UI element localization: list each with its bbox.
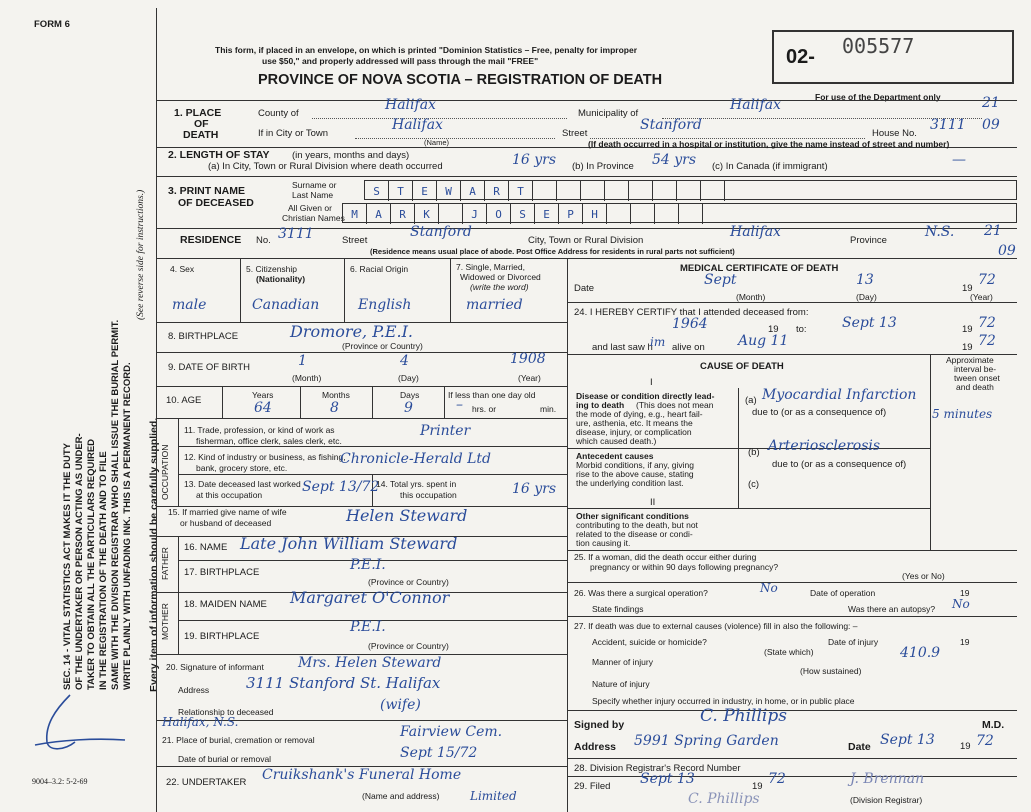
sidebar-line-4: IN THE REGISTRATION OF THE DEATH AND TO FILE xyxy=(98,451,109,690)
informant-sig-label: 20. Signature of informant xyxy=(166,662,264,672)
total-years-label-2: this occupation xyxy=(400,490,457,500)
alive-year: 72 xyxy=(978,333,996,349)
death-month-sub: (Month) xyxy=(736,292,766,302)
interval-label-4: and death xyxy=(956,382,994,392)
q29-signature: J. Brennan xyxy=(850,771,925,787)
marital-label-1: 7. Single, Married, xyxy=(456,262,525,272)
letter-cell xyxy=(631,204,655,224)
q29-sub: (Division Registrar) xyxy=(850,795,923,805)
q27-date-label: Date of injury xyxy=(828,637,879,647)
attended-from: 1964 xyxy=(672,316,708,332)
burial-note: Halifax, N.S. xyxy=(162,715,239,729)
informant-sig-value: Mrs. Helen Steward xyxy=(298,655,442,671)
q25-sub: (Yes or No) xyxy=(902,571,945,581)
alive-on-label: alive on xyxy=(672,342,705,353)
residence-no-value: 3111 xyxy=(278,226,314,242)
age-months: 8 xyxy=(330,400,339,416)
sidebar-line-1: SEC. 14 - VITAL STATISTICS ACT MAKES IT THE DUTY xyxy=(62,442,73,690)
other-label-2: contributing to the death, but not xyxy=(576,520,698,530)
sidebar-line-5: SAME WITH THE DIVISION REGISTRAR WHO SHALL ISSUE THE BURIAL PERMIT. xyxy=(110,319,121,690)
letter-cell xyxy=(701,181,725,201)
letter-cell xyxy=(677,181,701,201)
letter-cell: K xyxy=(415,204,439,224)
form-title: PROVINCE OF NOVA SCOTIA – REGISTRATION OF DEATH xyxy=(258,72,663,88)
dob-month-sub: (Month) xyxy=(292,373,322,383)
doctor-date-label: Date xyxy=(848,741,871,753)
dob-year: 1908 xyxy=(510,351,546,367)
dob-month: 1 xyxy=(298,353,307,369)
letter-cell: E xyxy=(413,181,437,201)
cause-a-label: (a) xyxy=(745,395,757,406)
direct-label-6: disease, injury, or complication xyxy=(576,427,692,437)
death-year-sub: (Year) xyxy=(970,292,993,302)
letter-cell: J xyxy=(463,204,487,224)
father-bp-value: P.E.I. xyxy=(350,557,386,573)
birthplace-label: 8. BIRTHPLACE xyxy=(168,331,239,342)
letter-cell: A xyxy=(367,204,391,224)
age-label: 10. AGE xyxy=(166,395,202,406)
sidebar-line-3: TAKER TO OBTAIN ALL THE PARTICULARS REQUIRED xyxy=(86,438,97,690)
certify-label: 24. I HEREBY CERTIFY that I attended deceased from: xyxy=(574,307,809,318)
mother-bp-label: 19. BIRTHPLACE xyxy=(184,631,260,642)
of-deceased-label: OF DECEASED xyxy=(178,197,254,209)
lastsaw-label: and last saw h xyxy=(592,342,653,353)
doctor-year-prefix: 19 xyxy=(960,741,971,752)
due-to-a: due to (or as a consequence of) xyxy=(752,407,887,418)
place-death: DEATH xyxy=(183,129,219,141)
letter-cell: E xyxy=(535,204,559,224)
residence-province-code: 21 xyxy=(984,223,1002,239)
sidebar-instructions: (See reverse side for instructions.) xyxy=(136,189,146,320)
q26-autopsy-value: No xyxy=(952,597,970,611)
given-grid xyxy=(342,203,1017,223)
sidebar-every-item: Every item of information should be carefully supplied. xyxy=(148,417,160,692)
roman-one: I xyxy=(650,377,653,388)
mother-side-label: MOTHER xyxy=(160,603,170,640)
age-years: 64 xyxy=(254,400,272,416)
attended-to: Sept 13 xyxy=(842,315,897,331)
interval-label-2: interval be- xyxy=(954,364,997,374)
mail-notice-2: use $50," and properly addressed will pass through the mail "FREE" xyxy=(262,56,539,66)
q27-year-prefix: 19 xyxy=(960,637,970,647)
mother-name-label: 18. MAIDEN NAME xyxy=(184,599,267,610)
cause-a-interval: 5 minutes xyxy=(932,407,993,421)
attended-from-prefix: 19 xyxy=(768,324,779,335)
death-year: 72 xyxy=(978,272,996,288)
doctor-date-value: Sept 13 xyxy=(880,732,935,748)
citizenship-value: Canadian xyxy=(252,297,320,313)
residence-label: RESIDENCE xyxy=(180,234,242,246)
father-bp-label: 17. BIRTHPLACE xyxy=(184,567,260,578)
cause-a-value: Myocardial Infarction xyxy=(762,387,917,403)
house-code: 09 xyxy=(982,117,1000,133)
letter-cell: R xyxy=(485,181,509,201)
letter-cell xyxy=(629,181,653,201)
interval-label-1: Approximate xyxy=(946,355,994,365)
dob-day-sub: (Day) xyxy=(398,373,419,383)
md-label: M.D. xyxy=(982,719,1005,731)
letter-cell: R xyxy=(391,204,415,224)
q27-nature-label: Nature of injury xyxy=(592,679,650,689)
other-label-4: tion causing it. xyxy=(576,538,631,548)
undertaker-sub: (Name and address) xyxy=(362,791,440,801)
trade-value: Printer xyxy=(420,423,471,439)
industry-label-2: bank, grocery store, etc. xyxy=(196,463,288,473)
antecedent-label-4: the underlying condition last. xyxy=(576,478,684,488)
doctor-year: 72 xyxy=(976,733,994,749)
marital-value: married xyxy=(466,297,523,313)
stay-province-value: 54 yrs xyxy=(652,152,697,168)
attended-to-year: 72 xyxy=(978,315,996,331)
surname-grid xyxy=(364,180,1017,200)
dept-code: 21 xyxy=(982,95,1000,111)
sex-label: 4. Sex xyxy=(170,264,195,274)
age-days-label: Days xyxy=(400,390,420,400)
stay-city-label: (a) In City, Town or Rural Division where death occurred xyxy=(208,161,443,172)
citizenship-sub: (Nationality) xyxy=(256,274,306,284)
residence-no-label: No. xyxy=(256,235,271,246)
surname-label-1: Surname or xyxy=(292,180,337,190)
residence-province-value: N.S. xyxy=(925,224,955,240)
municipality-value: Halifax xyxy=(730,97,781,113)
industry-value: Chronicle-Herald Ltd xyxy=(340,451,491,467)
left-border xyxy=(156,8,157,812)
county-label: County of xyxy=(258,108,299,119)
racial-value: English xyxy=(358,297,412,313)
house-value: 3111 xyxy=(930,117,966,133)
letter-cell xyxy=(653,181,677,201)
street-label: Street xyxy=(562,128,588,139)
undertaker-value: Cruikshank's Funeral Home xyxy=(262,767,462,783)
last-worked-label-1: 13. Date deceased last worked xyxy=(184,479,301,489)
q26-state-label: State findings xyxy=(592,604,644,614)
due-to-b: due to (or as a consequence of) xyxy=(772,459,907,470)
center-divider xyxy=(567,258,568,812)
letter-cell: H xyxy=(583,204,607,224)
roman-two: II xyxy=(650,497,656,508)
death-year-prefix: 19 xyxy=(962,283,973,294)
residence-city-value: Halifax xyxy=(730,224,781,240)
dept-use-label: For use of the Department only xyxy=(815,92,941,102)
q25-label-2: pregnancy or within 90 days following pregnancy? xyxy=(590,562,779,572)
father-name-value: Late John William Steward xyxy=(240,534,458,553)
reg-prefix: 02- xyxy=(786,46,815,68)
name-sub: (Name) xyxy=(424,138,450,147)
burial-date-label: Date of burial or removal xyxy=(178,754,272,764)
citizenship-label: 5. Citizenship xyxy=(246,264,298,274)
form-number: FORM 6 xyxy=(34,19,70,30)
letter-cell: W xyxy=(437,181,461,201)
q27-accident-label: Accident, suicide or homicide? xyxy=(592,637,707,647)
last-worked-value: Sept 13/72 xyxy=(302,479,380,495)
dob-year-sub: (Year) xyxy=(518,373,541,383)
mother-bp-value: P.E.I. xyxy=(350,619,386,635)
q29-year-prefix: 19 xyxy=(752,781,763,792)
letter-cell: O xyxy=(487,204,511,224)
doctor-addr-value: 5991 Spring Garden xyxy=(634,733,779,749)
other-label-1: Other significant conditions xyxy=(576,511,689,521)
reg-number: 005577 xyxy=(842,34,915,58)
spouse-label-2: or husband of deceased xyxy=(180,518,272,528)
racial-label: 6. Racial Origin xyxy=(350,264,409,274)
antecedent-label-3: rise to the above cause, stating xyxy=(576,469,694,479)
death-date-label: Date xyxy=(574,283,595,294)
alive-on-value: Aug 11 xyxy=(738,333,789,349)
q28-label: 28. Division Registrar's Record Number xyxy=(574,763,741,774)
doctor-addr-label: Address xyxy=(574,741,617,753)
signature-mark xyxy=(15,690,145,760)
q27-sustained-sub: (How sustained) xyxy=(800,666,862,676)
stay-units: (in years, months and days) xyxy=(292,150,410,161)
house-label: House No. xyxy=(872,128,917,139)
age-days: 9 xyxy=(404,400,413,416)
informant-addr-value: 3111 Stanford St. Halifax xyxy=(246,674,441,692)
city-value: Halifax xyxy=(392,117,443,133)
signed-by-label: Signed by xyxy=(574,719,625,731)
stay-canada-value: — xyxy=(952,152,966,168)
last-worked-label-2: at this occupation xyxy=(196,490,263,500)
medical-title: MEDICAL CERTIFICATE OF DEATH xyxy=(680,263,839,274)
undertaker-limited: Limited xyxy=(470,789,517,803)
residence-code-2: 09 xyxy=(998,243,1016,259)
direct-label-2: ing to death xyxy=(576,400,625,410)
given-label-2: Christian Names xyxy=(282,213,345,223)
age-min-label: min. xyxy=(540,404,557,414)
stay-province-label: (b) In Province xyxy=(572,161,634,172)
sidebar-line-6: WRITE PLAINLY WITH UNFADING INK. THIS IS A PERMANENT RECORD. xyxy=(122,362,133,690)
age-years-label: Years xyxy=(252,390,274,400)
age-hrs-value: – xyxy=(456,397,463,413)
letter-cell: P xyxy=(559,204,583,224)
letter-cell: T xyxy=(509,181,533,201)
q26-year-prefix: 19 xyxy=(960,588,970,598)
surname-label-2: Last Name xyxy=(292,190,334,200)
age-less-label: If less than one day old xyxy=(448,390,536,400)
informant-addr-label: Address xyxy=(178,685,210,695)
q29-value: Sept 13 xyxy=(640,771,695,787)
letter-cell xyxy=(581,181,605,201)
q29-stamp: C. Phillips xyxy=(688,791,760,807)
q25-label-1: 25. If a woman, did the death occur either during xyxy=(574,552,757,562)
mother-bp-sub: (Province or Country) xyxy=(368,641,449,651)
sidebar-line-2: OF THE UNDERTAKER OR PERSON ACTING AS UNDER- xyxy=(74,433,85,690)
given-label-1: All Given or xyxy=(288,203,332,213)
letter-cell xyxy=(679,204,703,224)
direct-label-4: the mode of dying, e.g., heart fail- xyxy=(576,409,703,419)
stay-city-value: 16 yrs xyxy=(512,152,557,168)
q27-state-sub: (State which) xyxy=(764,647,814,657)
trade-label-1: 11. Trade, profession, or kind of work as xyxy=(184,425,335,435)
residence-street-value: Stanford xyxy=(410,224,472,240)
father-name-label: 16. NAME xyxy=(184,542,228,553)
q27-code: 410.9 xyxy=(900,645,941,661)
letter-cell: A xyxy=(461,181,485,201)
spouse-label-1: 15. If married give name of wife xyxy=(168,507,287,517)
trade-label-2: fisherman, office clerk, sales clerk, etc. xyxy=(196,436,342,446)
cause-c-label: (c) xyxy=(748,479,760,490)
dob-label: 9. DATE OF BIRTH xyxy=(168,362,250,373)
form-code: 9004–3.2: 5-2-69 xyxy=(32,777,88,786)
informant-rel-value: (wife) xyxy=(380,697,421,713)
letter-cell xyxy=(557,181,581,201)
sex-value: male xyxy=(172,297,207,313)
signed-by-value: C. Phillips xyxy=(700,706,787,726)
informant-rel-label: Relationship to deceased xyxy=(178,707,274,717)
letter-cell xyxy=(533,181,557,201)
mother-name-value: Margaret O'Connor xyxy=(290,588,450,607)
q27-label: 27. If death was due to external causes (violence) fill in also the following: – xyxy=(574,621,858,631)
direct-label-5: ure, asthenia, etc. It means the xyxy=(576,418,693,428)
residence-street-label: Street xyxy=(342,235,368,246)
attended-to-prefix: 19 xyxy=(962,324,973,335)
total-years-value: 16 yrs xyxy=(512,481,557,497)
hospital-note: (If death occurred in a hospital or institution, give the name instead of street and number) xyxy=(588,139,950,149)
residence-province-label: Province xyxy=(850,235,887,246)
antecedent-label-1: Antecedent causes xyxy=(576,451,654,461)
place-of: OF xyxy=(194,118,209,130)
other-label-3: related to the disease or condi- xyxy=(576,529,693,539)
death-day: 13 xyxy=(856,272,874,288)
q29-year: 72 xyxy=(768,771,786,787)
direct-label-1: Disease or condition directly lead- xyxy=(576,391,715,401)
mail-notice-1: This form, if placed in an envelope, on which is printed "Dominion Statistics – Free, penalty for improper xyxy=(215,45,638,55)
letter-cell xyxy=(607,204,631,224)
marital-label-2: Widowed or Divorced xyxy=(460,272,541,282)
death-day-sub: (Day) xyxy=(856,292,877,302)
municipality-label: Municipality of xyxy=(578,108,639,119)
birthplace-value: Dromore, P.E.I. xyxy=(290,322,413,341)
father-bp-sub: (Province or Country) xyxy=(368,577,449,587)
direct-label-3: (This does not mean xyxy=(636,400,714,410)
place-label: 1. PLACE xyxy=(174,107,222,119)
q27-manner-label: Manner of injury xyxy=(592,657,653,667)
attended-to-label: to: xyxy=(796,324,807,335)
antecedent-label-2: Morbid conditions, if any, giving xyxy=(576,460,694,470)
q29-label: 29. Filed xyxy=(574,781,611,792)
letter-cell xyxy=(605,181,629,201)
q26-label: 26. Was there a surgical operation? xyxy=(574,588,708,598)
residence-note: (Residence means usual place of abode. Post Office Address for residents in rural parts not sufficient) xyxy=(370,247,735,256)
letter-cell: T xyxy=(389,181,413,201)
age-hrs-label: hrs. or xyxy=(472,404,497,414)
cause-b-label: (b) xyxy=(748,447,760,458)
alive-prefix: 19 xyxy=(962,342,973,353)
city-label: If in City or Town xyxy=(258,128,329,139)
county-value: Halifax xyxy=(385,97,436,113)
total-years-label-1: 14. Total yrs. spent in xyxy=(376,479,457,489)
letter-cell xyxy=(655,204,679,224)
cause-b-value: Arteriosclerosis xyxy=(768,438,881,454)
lastsaw-pronoun: im xyxy=(650,335,666,349)
stay-label: 2. LENGTH OF STAY xyxy=(168,149,270,161)
undertaker-label: 22. UNDERTAKER xyxy=(166,777,247,788)
q26-date-label: Date of operation xyxy=(810,588,876,598)
letter-cell: S xyxy=(511,204,535,224)
street-value: Stanford xyxy=(640,117,702,133)
print-name-label: 3. PRINT NAME xyxy=(168,185,246,197)
interval-label-3: tween onset xyxy=(954,373,1000,383)
age-months-label: Months xyxy=(322,390,350,400)
burial-place-value: Fairview Cem. xyxy=(400,724,503,740)
stay-canada-label: (c) In Canada (if immigrant) xyxy=(712,161,828,172)
father-side-label: FATHER xyxy=(160,547,170,580)
cause-title: CAUSE OF DEATH xyxy=(700,361,784,372)
q26-value: No xyxy=(760,581,778,595)
spouse-value: Helen Steward xyxy=(346,506,468,525)
direct-label-7: which caused death.) xyxy=(576,436,657,446)
death-month: Sept xyxy=(704,272,737,288)
letter-cell xyxy=(439,204,463,224)
letter-cell: M xyxy=(343,204,367,224)
q26-autopsy-label: Was there an autopsy? xyxy=(848,604,936,614)
occupation-side-label: OCCUPATION xyxy=(160,444,170,500)
q27-where-label: Specify whether injury occurred in industry, in home, or in public place xyxy=(592,696,855,706)
industry-label-1: 12. Kind of industry or business, as fishing, xyxy=(184,452,346,462)
burial-date-value: Sept 15/72 xyxy=(400,745,478,761)
dob-day: 4 xyxy=(400,353,409,369)
letter-cell: S xyxy=(365,181,389,201)
burial-place-label: 21. Place of burial, cremation or removal xyxy=(162,735,315,745)
divider xyxy=(157,100,1017,101)
residence-city-label: City, Town or Rural Division xyxy=(528,235,644,246)
birthplace-sub: (Province or Country) xyxy=(342,341,423,351)
marital-label-3: (write the word) xyxy=(470,282,529,292)
